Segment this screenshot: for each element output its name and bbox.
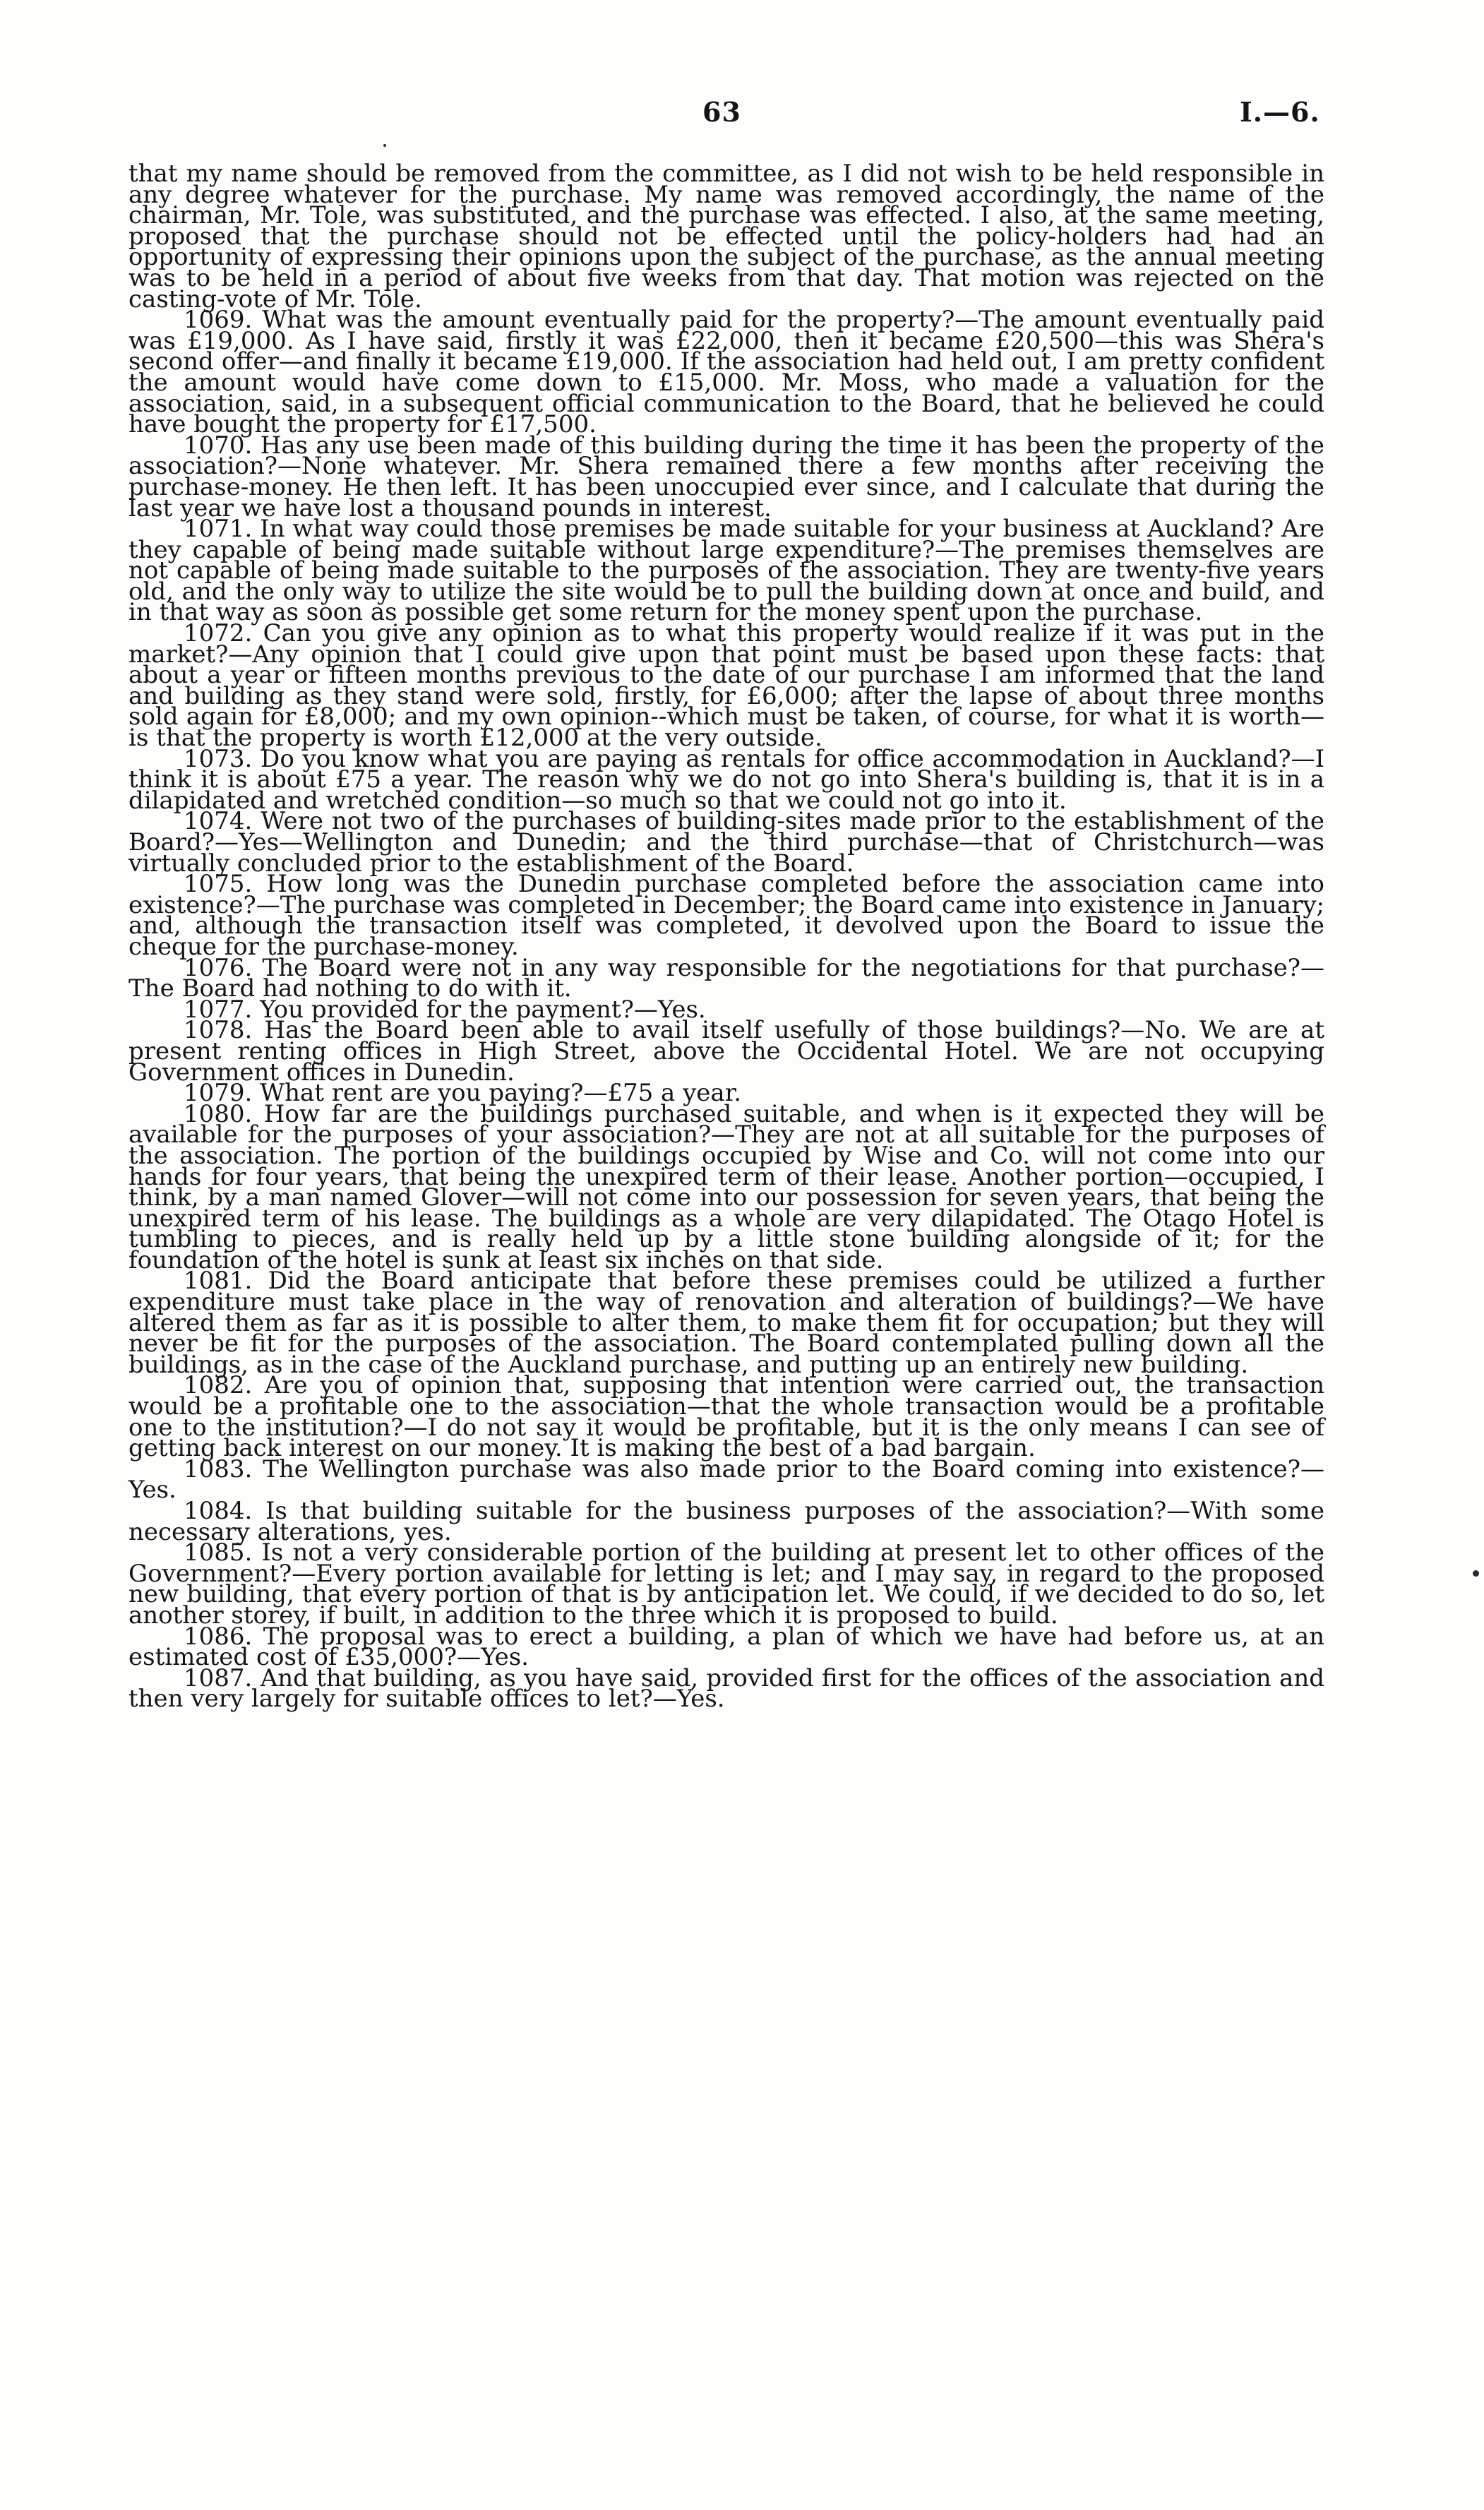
ink-speck [383, 144, 386, 147]
paragraph-continuation: that my name should be removed from the committee, as I did not wish to be held responsible in any degree whatever for the purchase. My name was removed accordingly, the name of the chairman, Mr. Tole, was substituted, and the purchase was effected. I also, at the same meeting, proposed that the purchase should not be effected until the policy-holders had had an opportunity of expressing their opinions upon the subject of the purchase, as the annual meeting was to be held in a period of about five weeks from that day. That motion was rejected on the casting-vote of Mr. Tole. [128, 160, 1324, 313]
paragraph-1072: 1072. Can you give any opinion as to what this property would realize if it was put in the market?—Any opinion that I could give upon that point must be based upon these facts: that about a year or fifteen months previous to the date of our purchase I am informed that the land and building as they stand were sold, firstly, for £6,000; after the lapse of about three months sold again for £8,000; and my own opinion--which must be taken, of course, for what it is worth—is that the property is worth £12,000 at the very outside. [128, 619, 1324, 753]
paragraph-1076: 1076. The Board were not in any way responsible for the negotiations for that purchase?—The Board had nothing to do with it. [128, 953, 1324, 1003]
paragraph-1083: 1083. The Wellington purchase was also made prior to the Board coming into existence?—Yes. [128, 1454, 1324, 1505]
document-reference: I.—6. [1240, 96, 1320, 128]
paragraph-1075: 1075. How long was the Dunedin purchase completed before the association came into existence?—The purchase was completed in December; the Board came into existence in January; and, although the transaction itself was completed, it devolved upon the Board to issue the cheque for the purchase-money. [128, 870, 1324, 961]
page-number: 63 [702, 96, 741, 128]
paragraph-1079: 1079. What rent are you paying?—£75 a year. [184, 1079, 742, 1108]
paragraph-1080: 1080. How far are the buildings purchased suitable, and when is it expected they will be available for the purposes of your association?—They are not at all suitable for the purposes of the association. The portion of the buildings occupied by Wise and Co. will not come into our hands for four years, that being the unexpired term of their lease. Another portion—occupied, I think, by a man named Glover—will not come into our possession for seven years, that being the unexpired term of his lease. The buildings as a whole are very dilapidated. The Otago Hotel is tumbling to pieces, and is really held up by a little stone building alongside of it; for the foundation of the hotel is sunk at least six inches on that side. [128, 1099, 1324, 1274]
paragraph-1069: 1069. What was the amount eventually paid for the property?—The amount eventually paid was £19,000. As I have said, firstly it was £22,000, then it became £20,500—this was Shera's second offer—and finally it became £19,000. If the association had held out, I am pretty confident the amount would have come down to £15,000. Mr. Moss, who made a valuation for the association, said, in a subsequent official communication to the Board, that he believed he could have bought the property for £17,500. [128, 306, 1324, 439]
paragraph-1086: 1086. The proposal was to erect a building, a plan of which we have had before us, at an estimated cost of £35,000?—Yes. [128, 1622, 1324, 1672]
page-header [0, 96, 1484, 138]
paragraph-1084: 1084. Is that building suitable for the business purposes of the association?—With some necessary alterations, yes. [128, 1497, 1324, 1546]
paragraph-1071: 1071. In what way could those premises be made suitable for your business at Auckland? Are they capable of being made suitable without large expenditure?—The premises themselves are not capable of being made suitable to the purposes of the association. They are twenty-five years old, and the only way to utilize the site would be to pull the building down at once and build, and in that way as soon as possible get some return for the money spent upon the purchase. [128, 515, 1324, 627]
paragraph-1077: 1077. You provided for the payment?—Yes. [184, 995, 706, 1024]
paragraph-1073: 1073. Do you know what you are paying as rentals for office accommodation in Auckland?—I think it is about £75 a year. The reason why we do not go into Shera's building is, that it is in a dilapidated and wretched condition—so much so that we could not go into it. [128, 744, 1324, 815]
paragraph-1070: 1070. Has any use been made of this building during the time it has been the property of the association?—None whatever. Mr. Shera remained there a few months after receiving the purchase-money. He then left. It has been unoccupied ever since, and I calculate that during the last year we have lost a thousand pounds in interest. [128, 431, 1324, 522]
paragraph-1074: 1074. Were not two of the purchases of building-sites made prior to the establishment of the Board?—Yes—Wellington and Dunedin; and the third purchase—that of Christchurch—was virtually concluded prior to the establishment of the Board. [128, 807, 1324, 878]
paragraph-1078: 1078. Has the Board been able to avail itself usefully of those buildings?—No. We are at present renting offices in High Street, above the Occidental Hotel. We are not occupying Government offices in Dunedin. [128, 1016, 1324, 1087]
testimony-body [128, 160, 1324, 1714]
paragraph-1082: 1082. Are you of opinion that, supposing that intention were carried out, the transaction would be a profitable one to the association—that the whole transaction would be a profitable one to the institution?—I do not say it would be profitable, but it is the only means I can see of getting back interest on our money. It is making the best of a bad bargain. [128, 1371, 1324, 1463]
paragraph-1087: 1087. And that building, as you have said, provided first for the offices of the association and then very largely for suitable offices to let?—Yes. [128, 1663, 1324, 1714]
paragraph-1081: 1081. Did the Board anticipate that before these premises could be utilized a further expenditure must take place in the way of renovation and alteration of buildings?—We have altered them as far as it is possible to alter them, to make them fit for occupation; but they will never be fit for the purposes of the association. The Board contemplated pulling down all the buildings, as in the case of the Auckland purchase, and putting up an entirely new building. [128, 1267, 1324, 1379]
margin-dot [1473, 1570, 1479, 1577]
paragraph-1085: 1085. Is not a very considerable portion of the building at present let to other offices of the Government?—Every portion available for letting is let; and I may say, in regard to the proposed new building, that every portion of that is by anticipation let. We could, if we decided to do so, let another storey, if built, in addition to the three which it is proposed to build. [128, 1538, 1324, 1630]
